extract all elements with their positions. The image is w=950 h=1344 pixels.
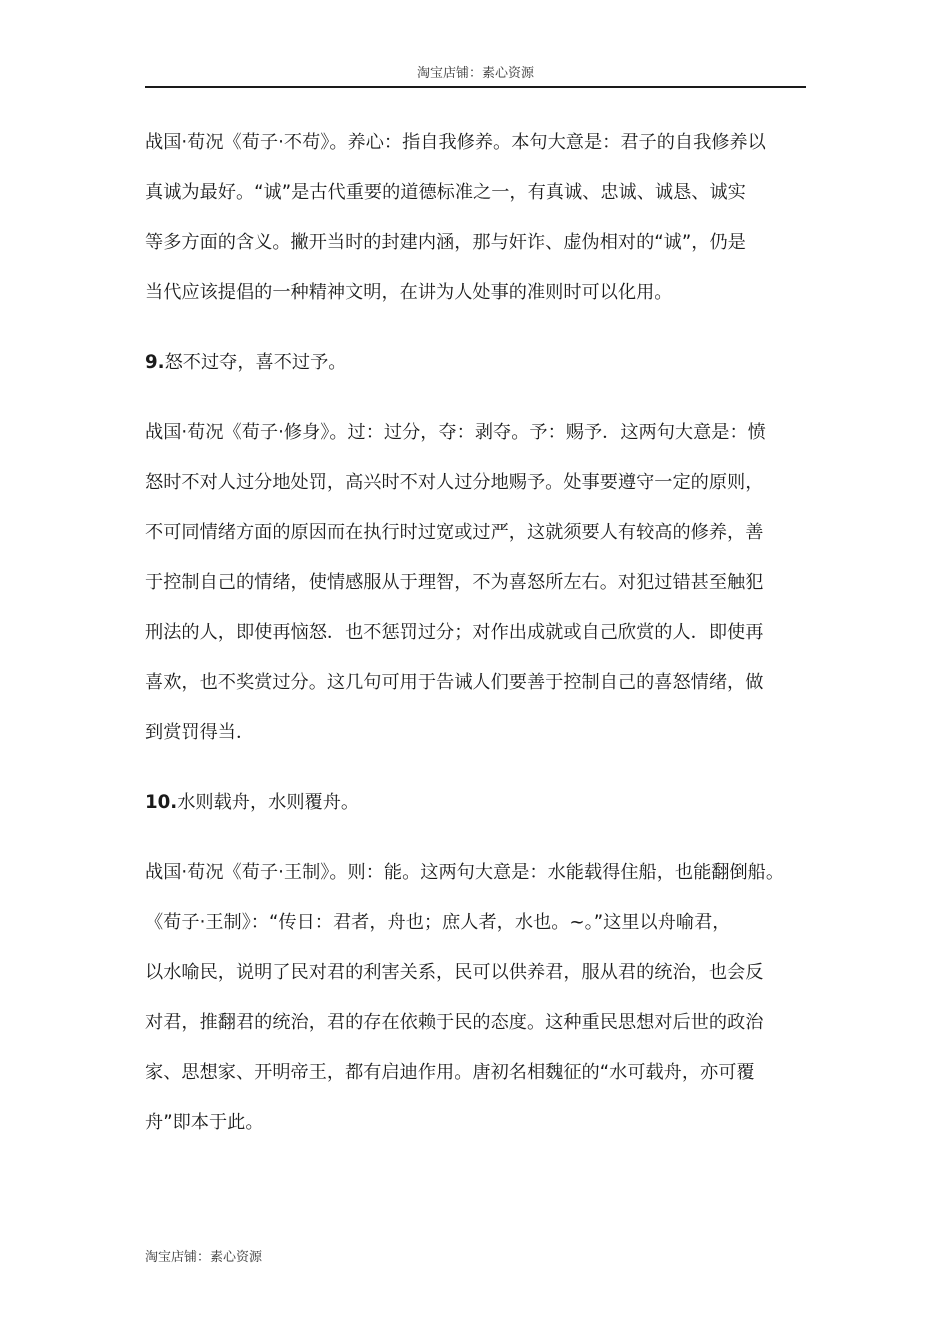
heading-text: 怒不过夺，喜不过予。 [164, 352, 347, 373]
paragraph-line: 怒时不对人过分地处罚，高兴时不对人过分地赐予。处事要遵守一定的原则， [145, 472, 764, 493]
paragraph-line: 战国·荀况《荀子·不苟》。养心：指自我修养。本句大意是：君子的自我修养以 [145, 132, 766, 153]
page-footer [145, 1248, 262, 1268]
paragraph-line: 舟”即本于此。 [145, 1112, 264, 1133]
heading-number: 9. [145, 352, 165, 373]
page-header [145, 64, 806, 88]
paragraph-line: 等多方面的含义。撇开当时的封建内涵，那与奸诈、虚伪相对的“诚”，仍是 [145, 232, 746, 253]
paragraph-line: 喜欢，也不奖赏过分。这几句可用于告诫人们要善于控制自己的喜怒情绪，做 [145, 672, 764, 693]
paragraph-line: 战国·荀况《荀子·王制》。则：能。这两句大意是：水能载得住船，也能翻倒船。 [145, 862, 785, 883]
document-body [145, 118, 809, 1148]
header-text: 淘宝店铺：素心资源 [416, 66, 534, 81]
paragraph-line: 于控制自己的情绪，使情感服从于理智，不为喜怒所左右。对犯过错甚至触犯 [145, 572, 764, 593]
paragraph-wangzhi [145, 848, 809, 1148]
paragraph-line: 不可同情绪方面的原因而在执行时过宽或过严，这就须要人有较高的修养，善 [145, 522, 764, 543]
paragraph-line: 家、思想家、开明帝王，都有启迪作用。唐初名相魏征的“水可载舟，亦可覆 [145, 1062, 755, 1083]
paragraph-line: 刑法的人，即使再恼怒．也不惩罚过分；对作出成就或自己欣赏的人．即使再 [145, 622, 764, 643]
heading-number: 10. [145, 792, 178, 813]
section-heading-9 [145, 338, 809, 388]
paragraph-line: 对君，推翻君的统治，君的存在依赖于民的态度。这种重民思想对后世的政治 [145, 1012, 764, 1033]
paragraph-line: 到赏罚得当． [145, 722, 255, 743]
section-heading-10 [145, 778, 809, 828]
heading-text: 水则载舟，水则覆舟。 [177, 792, 360, 813]
paragraph-xiushen [145, 408, 809, 758]
footer-text: 淘宝店铺：素心资源 [145, 1250, 263, 1265]
paragraph-line: 当代应该提倡的一种精神文明，在讲为人处事的准则时可以化用。 [145, 282, 673, 303]
paragraph-line: 真诚为最好。“诚”是古代重要的道德标准之一，有真诚、忠诚、诚恳、诚实 [145, 182, 746, 203]
paragraph-line: 以水喻民，说明了民对君的利害关系，民可以供养君，服从君的统治，也会反 [145, 962, 764, 983]
paragraph-line: 《荀子·王制》：“传日：君者，舟也；庶人者，水也。~。”这里以舟喻君， [145, 912, 731, 933]
paragraph-yangxin [145, 118, 809, 318]
paragraph-line: 战国·荀况《荀子·修身》。过：过分，夺：剥夺。予：赐予．这两句大意是：愤 [145, 422, 766, 443]
